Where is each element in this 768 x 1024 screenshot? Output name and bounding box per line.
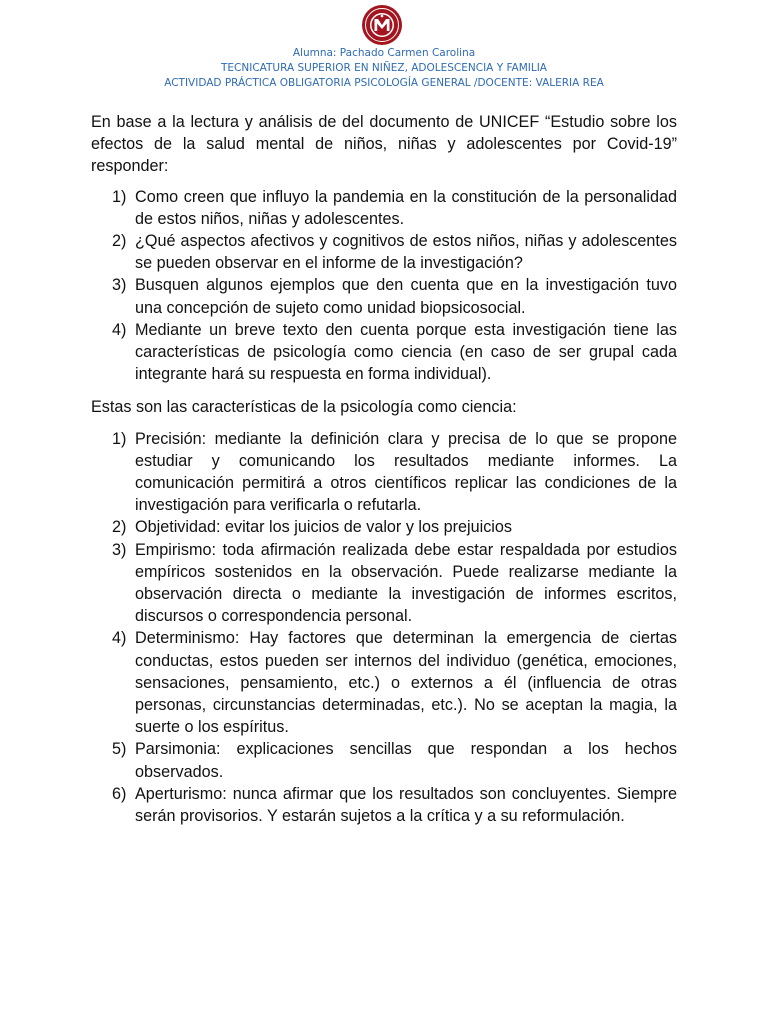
list-item bbox=[91, 319, 677, 386]
program-name: TECNICATURA SUPERIOR EN NIÑEZ, ADOLESCENCIA Y FAMILIA bbox=[220, 62, 547, 74]
student-name: Alumna: Pachado Carmen Carolina bbox=[292, 47, 476, 59]
list-item-text: Mediante un breve texto den cuenta porque esta investigación tiene las características de psicología como ciencia (en caso de ser grupal cada integrante hará su respuesta en forma individual). bbox=[135, 320, 677, 384]
list-item-text: ¿Qué aspectos afectivos y cognitivos de estos niños, niñas y adolescentes se pueden observar en el informe de la investigación? bbox=[135, 232, 677, 273]
list-item-text: Empirismo: toda afirmación realizada debe estar respaldada por estudios empíricos sostenidos en la observación. Puede realizarse mediante la observación directa o mediante la investigación de informes escritos, discursos o correspondencia personal. bbox=[135, 540, 677, 626]
section-title: Estas son las características de la psicología como ciencia: bbox=[91, 398, 517, 417]
list-number: 1) bbox=[112, 429, 127, 448]
list-item bbox=[91, 516, 677, 538]
list-number: 6) bbox=[112, 784, 127, 803]
list-number: 3) bbox=[112, 540, 127, 559]
list-item bbox=[91, 186, 677, 230]
list-number: 5) bbox=[112, 740, 127, 759]
list-item-text: Parsimonia: explicaciones sencillas que respondan a los hechos observados. bbox=[135, 740, 677, 781]
activity-title: ACTIVIDAD PRÁCTICA OBLIGATORIA PSICOLOGÍA GENERAL /DOCENTE: VALERIA REA bbox=[164, 77, 604, 89]
list-number: 2) bbox=[112, 232, 127, 251]
document-body bbox=[91, 111, 677, 827]
list-number: 1) bbox=[112, 187, 127, 206]
document-header bbox=[0, 46, 768, 91]
list-item bbox=[91, 738, 677, 782]
list-item-text: Objetividad: evitar los juicios de valor y los prejuicios bbox=[135, 518, 512, 537]
list-number: 4) bbox=[112, 629, 127, 648]
list-item-text: Como creen que influyo la pandemia en la constitución de la personalidad de estos niños, niñas y adolescentes. bbox=[135, 187, 677, 228]
list-item-text: Precisión: mediante la definición clara y precisa de lo que se propone estudiar y comunicando los resultados mediante informes. La comunicación permitirá a otros científicos replicar las condiciones de la investigación para verificarla o refutarla. bbox=[135, 429, 677, 515]
list-item bbox=[91, 230, 677, 274]
list-item bbox=[91, 783, 677, 827]
list-item bbox=[91, 539, 677, 628]
characteristics-list bbox=[91, 428, 677, 828]
list-number: 2) bbox=[112, 518, 127, 537]
list-item bbox=[91, 274, 677, 318]
intro-paragraph: En base a la lectura y análisis de del documento de UNICEF “Estudio sobre los efectos de la salud mental de niños, niñas y adolescentes por Covid-19” responder: bbox=[91, 113, 677, 176]
list-number: 3) bbox=[112, 276, 127, 295]
list-number: 4) bbox=[112, 320, 127, 339]
institution-seal-icon bbox=[361, 4, 403, 46]
list-item-text: Determinismo: Hay factores que determinan la emergencia de ciertas conductas, estos pueden ser internos del individuo (genética, emociones, sensaciones, pensamiento, etc.) o externos a él (influencia de otras personas, circunstancias determinadas, etc.). No se aceptan la magia, la suerte o los espíritus. bbox=[135, 629, 677, 737]
list-item-text: Busquen algunos ejemplos que den cuenta que en la investigación tuvo una concepción de sujeto como unidad biopsicosocial. bbox=[135, 276, 677, 317]
list-item-text: Aperturismo: nunca afirmar que los resultados son concluyentes. Siempre serán provisorios. Y estarán sujetos a la crítica y a su reformulación. bbox=[135, 784, 677, 826]
list-item bbox=[91, 627, 677, 738]
questions-list bbox=[91, 186, 677, 386]
list-item bbox=[91, 428, 677, 517]
